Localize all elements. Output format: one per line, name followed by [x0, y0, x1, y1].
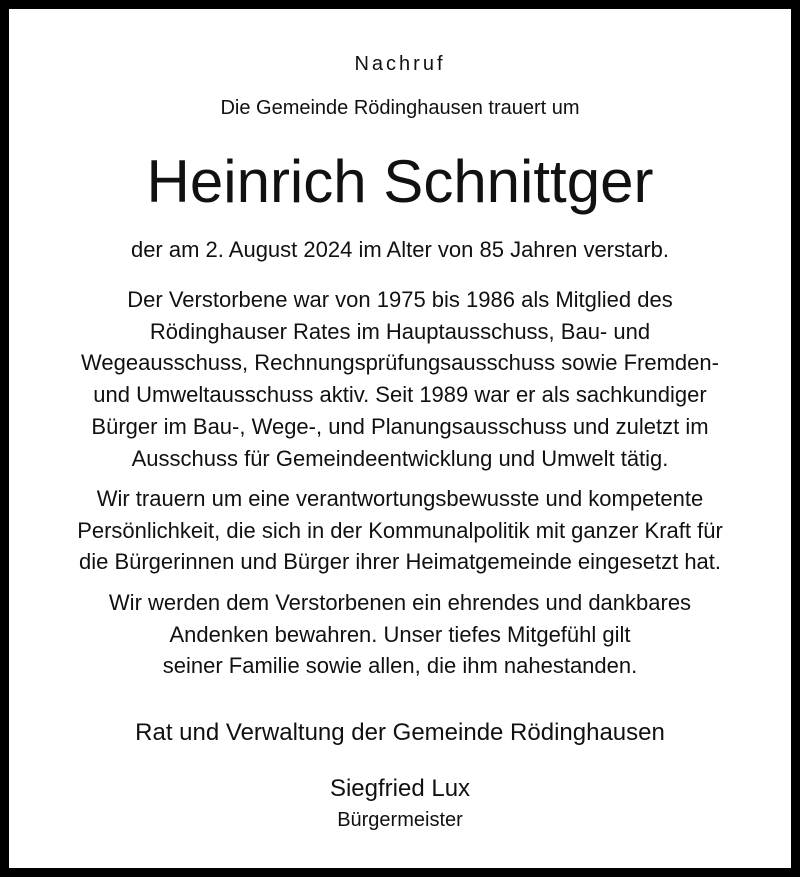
- text-line: und Umweltausschuss aktiv. Seit 1989 war er als sachkundiger: [93, 382, 707, 408]
- text-line: Wir werden dem Verstorbenen ein ehrendes und dankbares: [108, 590, 692, 615]
- paragraph-2: [9, 483, 791, 578]
- paragraph-1: [9, 284, 791, 474]
- text-line: Wir trauern um eine verantwortungsbewusste und kompetente: [96, 486, 704, 511]
- text-line: seiner Familie sowie allen, die ihm nahestanden.: [162, 653, 638, 679]
- text-line: Andenken bewahren. Unser tiefes Mitgefühl gilt: [169, 621, 631, 647]
- signatory-role: Bürgermeister: [337, 809, 463, 831]
- text-line: Wegeausschuss, Rechnungsprüfungsausschuss sowie Fremden-: [81, 350, 719, 376]
- obituary-notice: [9, 9, 791, 868]
- text-line: Der Verstorbene war von 1975 bis 1986 als Mitglied des: [127, 287, 673, 312]
- text-line: Rödinghauser Rates im Hauptausschuss, Bau- und: [149, 318, 651, 344]
- signatory-name: Siegfried Lux: [329, 775, 471, 802]
- paragraph-3: [9, 587, 791, 682]
- text-line: Bürger im Bau-, Wege-, und Planungsausschuss und zuletzt im: [91, 413, 709, 439]
- text-line: Ausschuss für Gemeindeentwicklung und Umwelt tätig.: [131, 445, 669, 471]
- text-line: Persönlichkeit, die sich in der Kommunalpolitik mit ganzer Kraft für: [77, 517, 723, 543]
- deceased-name: Heinrich Schnittger: [146, 148, 654, 215]
- text-line: die Bürgerinnen und Bürger ihrer Heimatgemeinde eingesetzt hat.: [78, 549, 722, 575]
- death-line: der am 2. August 2024 im Alter von 85 Jahren verstarb.: [130, 237, 670, 262]
- heading: Nachruf: [354, 53, 446, 75]
- sender: Rat und Verwaltung der Gemeinde Rödinghausen: [135, 719, 665, 746]
- intro-line: Die Gemeinde Rödinghausen trauert um: [220, 97, 580, 119]
